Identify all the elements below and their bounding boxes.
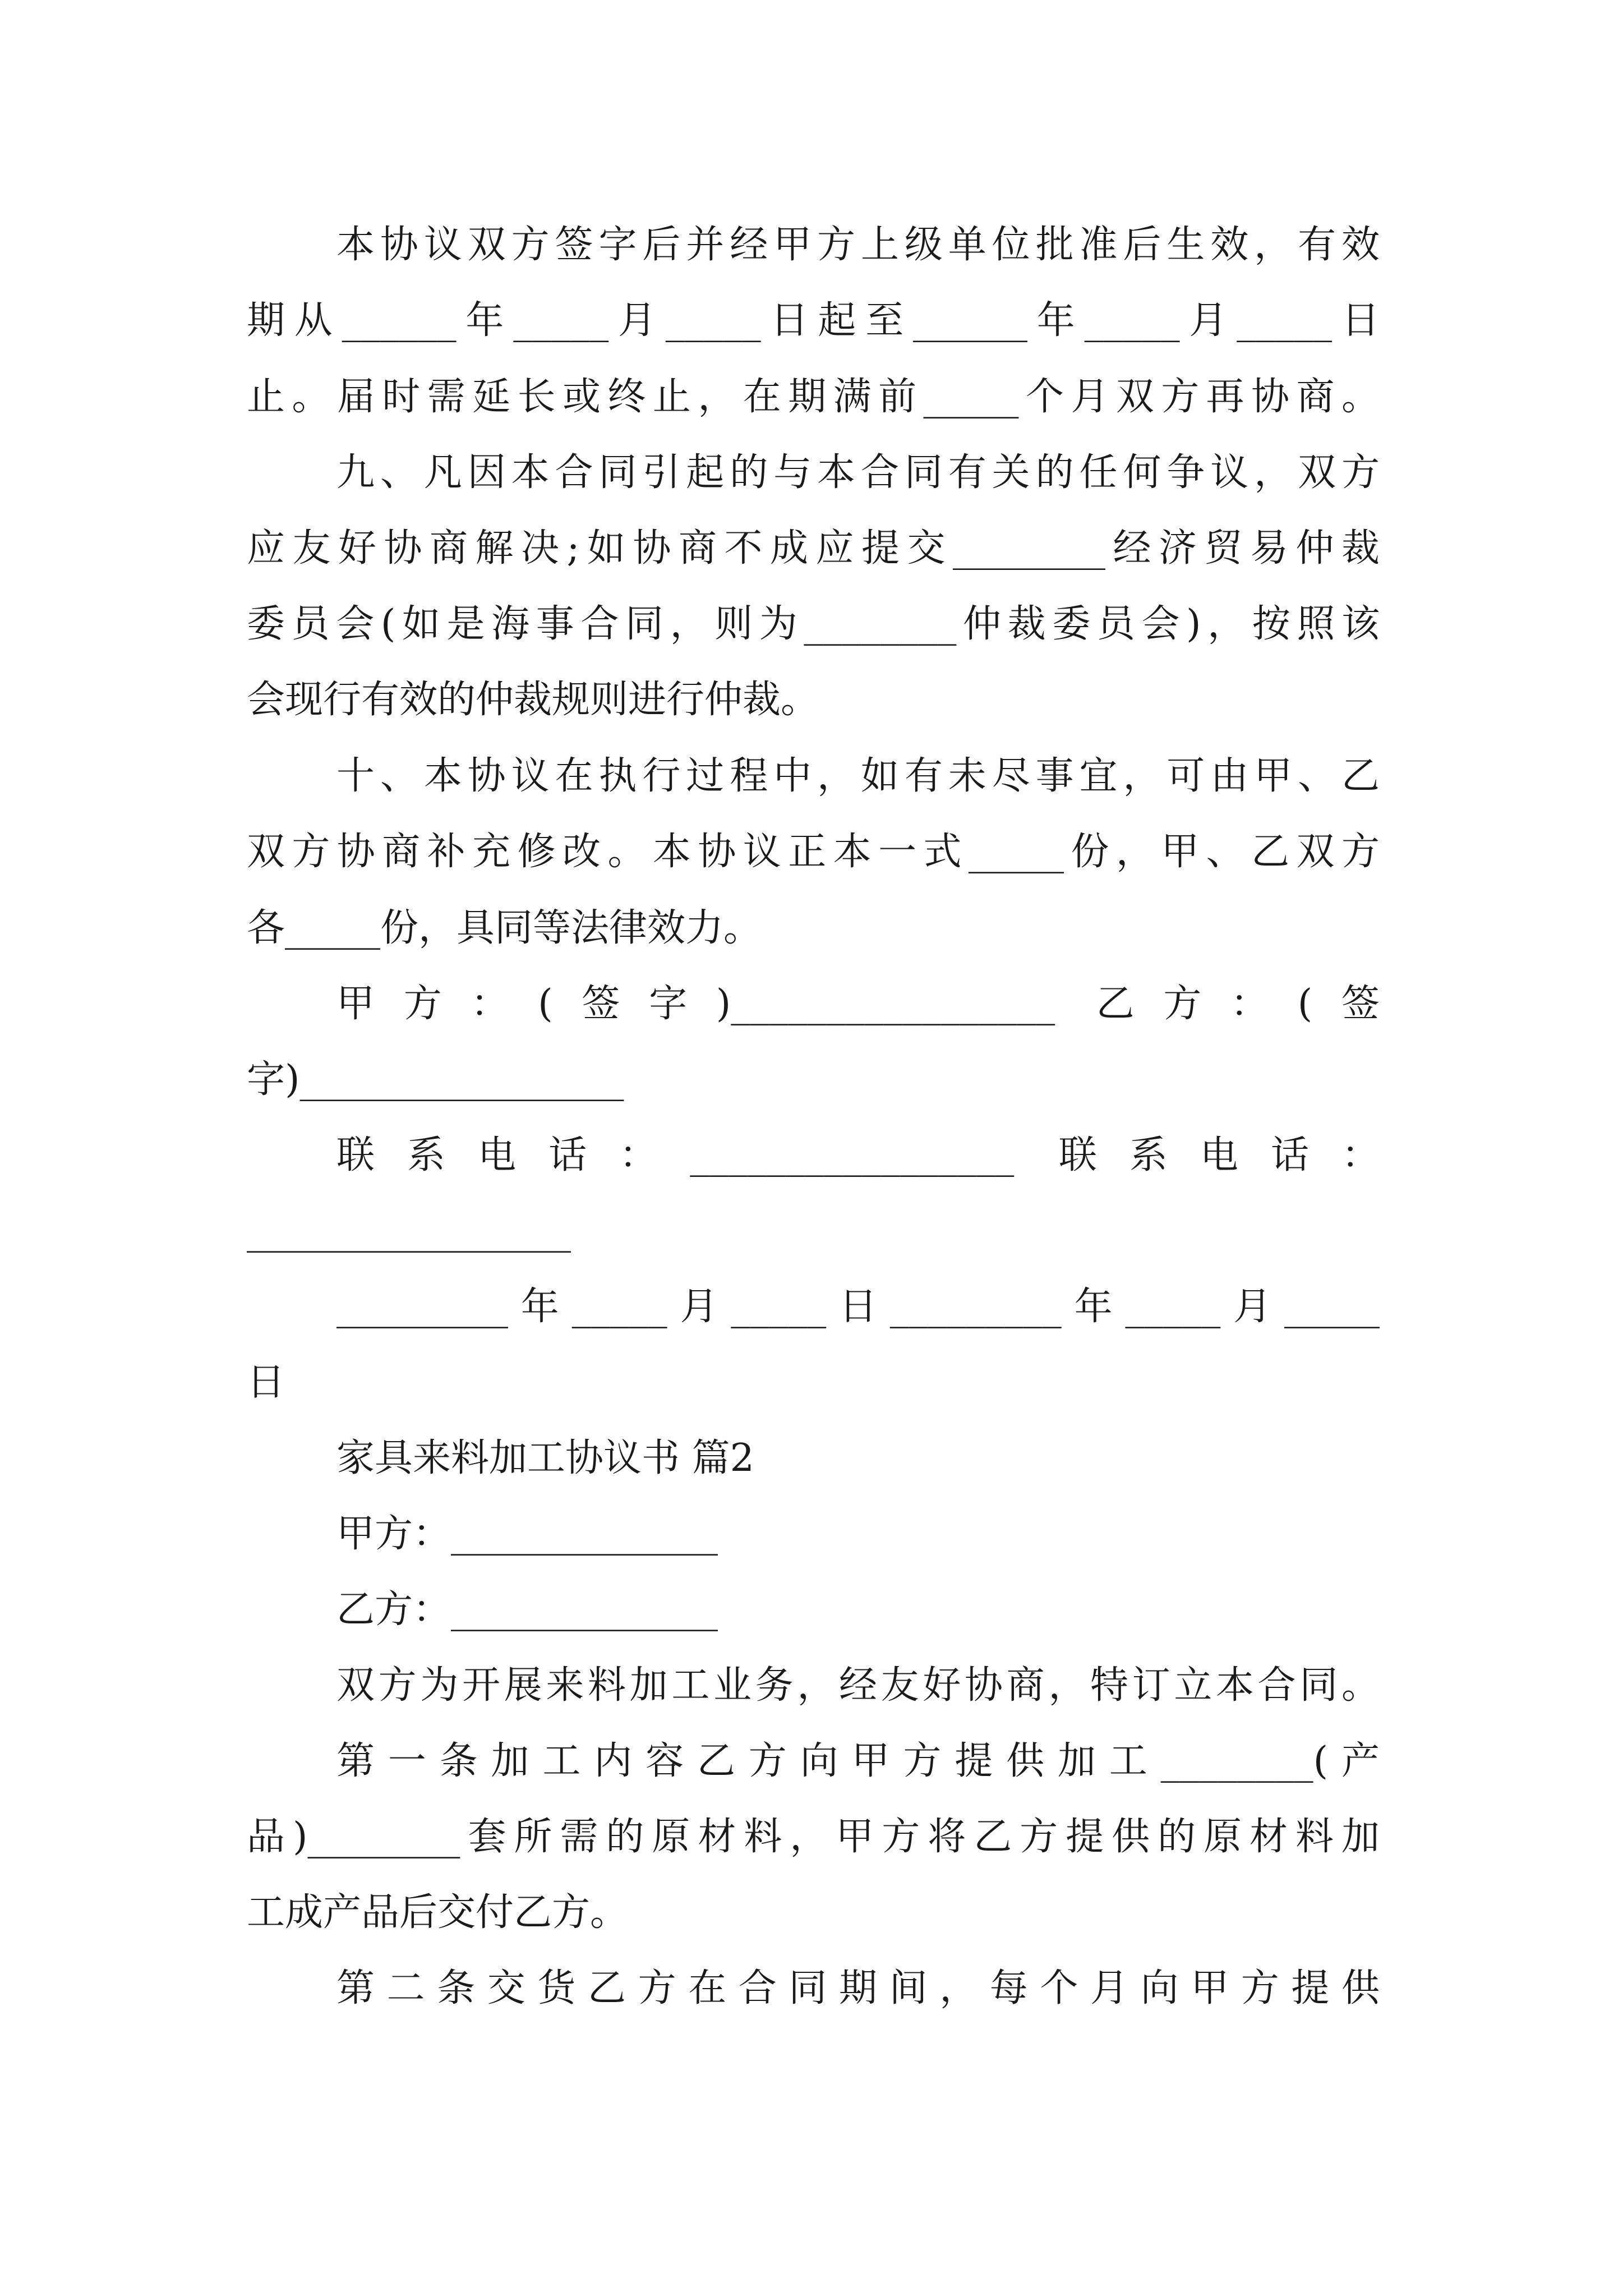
paragraph-line: 第一条加工内容乙方向甲方提供加工________(产 — [336, 1739, 1380, 1783]
paragraph-line: 九、凡因本合同引起的与本合同有关的任何争议，双方 — [336, 450, 1380, 495]
phone-line: _________________ — [247, 1209, 571, 1253]
paragraph-line: 止。届时需延长或终止，在期满前_____个月双方再协商。 — [247, 375, 1380, 419]
paragraph-line: 第二条交货乙方在合同期间，每个月向甲方提供 — [336, 1966, 1380, 2010]
signature-line: 字)_________________ — [247, 1057, 624, 1102]
paragraph-line: 双方为开展来料加工业务，经友好协商，特订立本合同。 — [336, 1663, 1380, 1708]
paragraph-line: 十、本协议在执行过程中，如有未尽事宜，可由甲、乙 — [336, 754, 1380, 798]
date-line: 日 — [247, 1360, 285, 1405]
paragraph-line: 应友好协商解决;如协商不成应提交________经济贸易仲裁 — [247, 526, 1380, 570]
paragraph-line: 委员会(如是海事合同，则为________仲裁委员会)，按照该 — [247, 602, 1380, 646]
date-line: _________年_____月_____日_________年_____月_____ — [336, 1285, 1380, 1329]
party-b-line: 乙方：______________ — [336, 1588, 718, 1632]
section-title: 家具来料加工协议书 篇2 — [336, 1436, 754, 1480]
paragraph-line: 期从______年_____月_____日起至______年_____月_____日 — [247, 298, 1380, 343]
paragraph-line: 品)________套所需的原材料，甲方将乙方提供的原材料加 — [247, 1815, 1380, 1859]
paragraph-line: 各_____份，具同等法律效力。 — [247, 906, 762, 950]
signature-line: 甲方：(签字)_________________ 乙方：(签 — [336, 982, 1380, 1026]
paragraph-line: 工成产品后交付乙方。 — [247, 1890, 629, 1935]
party-a-line: 甲方：______________ — [336, 1512, 718, 1556]
phone-line: 联系电话：_________________ 联系电话： — [336, 1133, 1380, 1177]
paragraph-line: 双方协商补充修改。本协议正本一式_____份，甲、乙双方 — [247, 830, 1380, 874]
paragraph-line: 会现行有效的仲裁规则进行仲裁。 — [247, 678, 819, 722]
paragraph-line: 本协议双方签字后并经甲方上级单位批准后生效，有效 — [336, 223, 1380, 267]
